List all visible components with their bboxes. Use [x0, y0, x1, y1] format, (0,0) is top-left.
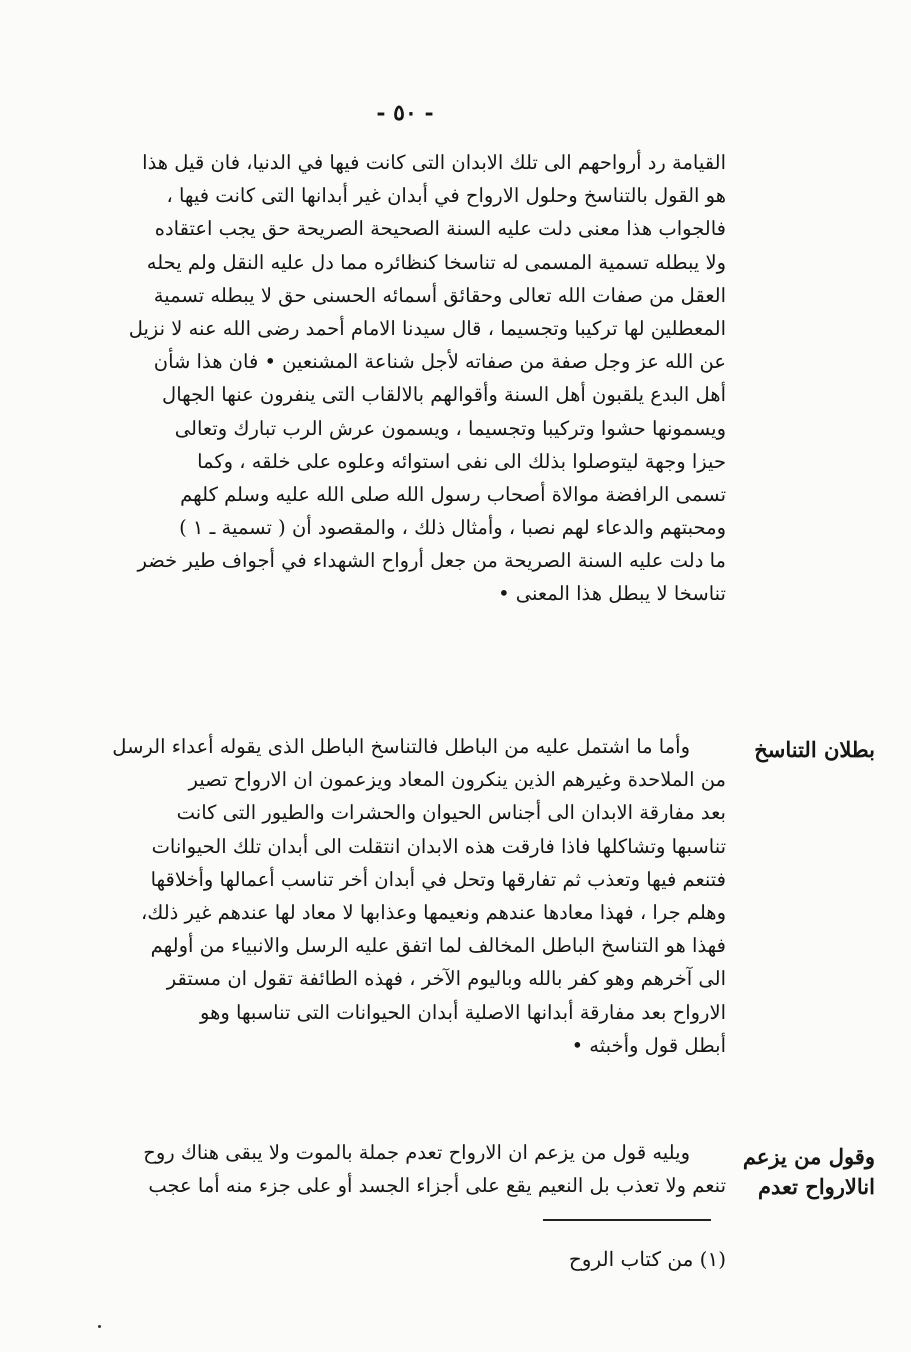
text-line: المعطلين لها تركيبا وتجسيما ، قال سيدنا الامام أحمد رضى الله عنه لا نزيل — [128, 316, 726, 340]
margin-note-line: انالارواح تعدم — [757, 1174, 875, 1199]
text-line: تسمى الرافضة موالاة أصحاب رسول الله صلى الله عليه وسلم كلهم — [180, 482, 726, 506]
text-line: تناسبها وتشاكلها فاذا فارقت هذه الابدان انتقلت الى أبدان تلك الحيوانات — [151, 834, 726, 858]
text-line: الى آخرهم وهو كفر بالله وباليوم الآخر ، فهذه الطائفة تقول ان مستقر — [166, 967, 726, 991]
paragraph-3 — [86, 1136, 726, 1202]
text-line: ما دلت عليه السنة الصريحة من جعل أرواح الشهداء في أجواف طير خضر — [137, 549, 726, 573]
text-line: ولا يبطله تسمية المسمى له تناسخا كنظائره مما دل عليه النقل ولم يحله — [146, 250, 726, 274]
text-line: وهلم جرا ، فهذا معادها عندهم ونعيمها وعذابها لا معاد لها عندهم غير ذلك، — [141, 900, 726, 924]
paragraph-2 — [86, 730, 726, 1062]
text-line: وأما ما اشتمل عليه من الباطل فالتناسخ الباطل الذى يقوله أعداء الرسل — [112, 735, 690, 758]
text-line: ويليه قول من يزعم ان الارواح تعدم جملة بالموت ولا يبقى هناك روح — [143, 1141, 690, 1164]
text-line: فهذا هو التناسخ الباطل المخالف لما اتفق عليه الرسل والانبياء من أولهم — [150, 934, 726, 958]
text-line: من الملاحدة وغيرهم الذين ينكرون المعاد ويزعمون ان الارواح تصير — [188, 768, 726, 792]
text-line: ويسمونها حشوا وتركيبا وتجسيما ، ويسمون عرش الرب تبارك وتعالى — [174, 416, 726, 440]
text-line: فتنعم فيها وتعذب ثم تفارقها وتحل في أبدان أخر تناسب أعمالها وأخلاقها — [150, 867, 726, 891]
text-line: ومحبتهم والدعاء لهم نصبا ، وأمثال ذلك ، والمقصود أن ( تسمية ـ ١ ) — [179, 516, 726, 540]
footnote-divider — [543, 1219, 711, 1221]
print-speck — [98, 1325, 101, 1328]
text-line: حيزا وجهة ليتوصلوا بذلك الى نفى استوائه وعلوه على خلقه ، وكما — [197, 449, 726, 473]
margin-note-line: وقول من يزعم — [742, 1144, 875, 1169]
paragraph-1 — [86, 146, 726, 611]
text-line: بعد مفارقة الابدان الى أجناس الحيوان والحشرات والطيور التى كانت — [176, 801, 726, 825]
text-line: القيامة رد أرواحهم الى تلك الابدان التى كانت فيها في الدنيا، فان قيل هذا — [142, 151, 726, 174]
text-line: عن الله عز وجل صفة من صفاته لأجل شناعة المشنعين • فان هذا شأن — [153, 350, 726, 374]
page-number: - ٥٠ - — [376, 100, 434, 126]
margin-note-invalidity-of-reincarnation: بطلان التناسخ — [754, 737, 875, 762]
text-line: أهل البدع يلقبون أهل السنة وأقوالهم بالالقاب التى ينفرون عنها الجهال — [162, 383, 726, 407]
margin-note-souls-perish — [725, 1142, 875, 1202]
text-line: هو القول بالتناسخ وحلول الارواح في أبدان غير أبدانها التى كانت فيها ، — [166, 184, 726, 208]
text-line: فالجواب هذا معنى دلت عليه السنة الصحيحة الصريحة حق يجب اعتقاده — [154, 217, 726, 241]
text-line: تناسخا لا يبطل هذا المعنى • — [498, 582, 726, 606]
text-line: تنعم ولا تعذب بل النعيم يقع على أجزاء الجسد أو على جزء منه أما عجب — [148, 1174, 726, 1198]
text-line: الارواح بعد مفارقة أبدانها الاصلية أبدان الحيوانات التى تناسبها وهو — [200, 1000, 726, 1024]
text-line: أبطل قول وأخبثه • — [571, 1033, 726, 1057]
text-line: العقل من صفات الله تعالى وحقائق أسمائه الحسنى حق لا يبطله تسمية — [153, 283, 726, 307]
footnote: (١) من كتاب الروح — [568, 1247, 726, 1271]
